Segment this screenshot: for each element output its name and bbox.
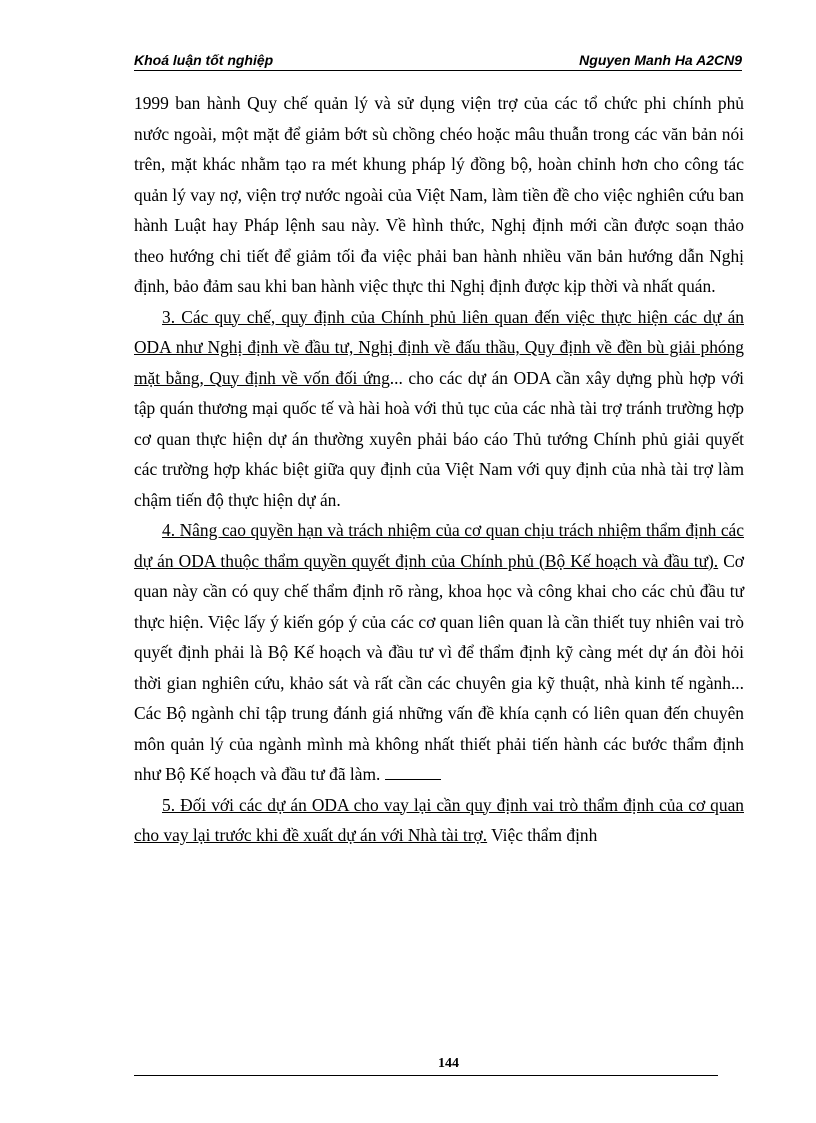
document-body [134,88,744,851]
paragraph: 1999 ban hành Quy chế quản lý và sử dụng viện trợ của các tổ chức phi chính phủ nước ngoài, một mặt để giảm bớt sù chồng chéo hoặc mâu thuẫn trong các văn bản nói trên, mặt khác nhằm tạo ra mét khung pháp lý đồng bộ, hoàn chỉnh hơn cho công tác quản lý vay nợ, viện trợ nước ngoài của Việt Nam, làm tiền đề cho việc nghiên cứu ban hành Luật hay Pháp lệnh sau này. Về hình thức, Nghị định mới cần được soạn thảo theo hướng chi tiết để giảm tối đa việc phải ban hành nhiều văn bản hướng dẫn Nghị định, bảo đảm sau khi ban hành việc thực thi Nghị định được kịp thời và nhất quán. [134,93,744,296]
paragraph-text: ... cho các dự án ODA cần xây dựng phù hợp với tập quán thương mại quốc tế và hài hoà với thủ tục của các nhà tài trợ tránh trường hợp cơ quan thực hiện dự án thường xuyên phải báo cáo Thủ tướng Chính phủ giải quyết các trường hợp khác biệt giữa quy định của Việt Nam với quy định của nhà tài trợ làm chậm tiến độ thực hiện dự án. [134,367,744,510]
page-number: 144 [438,1056,459,1071]
paragraph-text: Cơ quan này cần có quy chế thẩm định rõ ràng, khoa học và công khai cho các chủ đầu tư thực hiện. Việc lấy ý kiến góp ý của các cơ quan liên quan là cần thiết tuy nhiên vai trò quyết định phải là Bộ Kế hoạch và đầu tư vì để thẩm định kỹ càng mét dự án đòi hỏi thời gian nghiên cứu, khảo sát và rất cần các chuyên gia kỹ thuật, nhà kinh tế ngành... Các Bộ ngành chỉ tập trung đánh giá những vấn đề khía cạnh có liên quan đến chuyên môn quản lý của ngành mình mà không nhất thiết phải tiến hành các bước thẩm định như Bộ Kế hoạch và đầu tư đã làm. [134,550,744,784]
page-header [134,50,742,71]
underlined-heading: 5. Đối với các dự án ODA cho vay lại cần quy định vai trò thẩm định của cơ quan cho vay lại trước khi đề xuất dự án với Nhà tài trợ. [134,794,744,845]
footer-divider [134,1075,718,1076]
blank-underline [385,765,441,780]
underlined-heading: 3. Các quy chế, quy định của Chính phủ liên quan đến việc thực hiện các dự án ODA như Nghị định về đầu tư, Nghị định về đấu thầu, Quy định về đền bù giải phóng mặt bằng, Quy định về vốn đối ứng [134,306,744,388]
header-author: Nguyen Manh Ha A2CN9 [579,52,742,68]
underlined-heading: 4. Nâng cao quyền hạn và trách nhiệm của cơ quan chịu trách nhiệm thẩm định các dự án ODA thuộc thẩm quyền quyết định của Chính phủ (Bộ Kế hoạch và đầu tư). [134,520,744,571]
paragraph-text: Việc thẩm định [487,825,598,845]
paragraph [134,515,744,790]
paragraph [134,790,744,851]
header-title: Khoá luận tốt nghiệp [134,52,274,68]
paragraph [134,302,744,516]
